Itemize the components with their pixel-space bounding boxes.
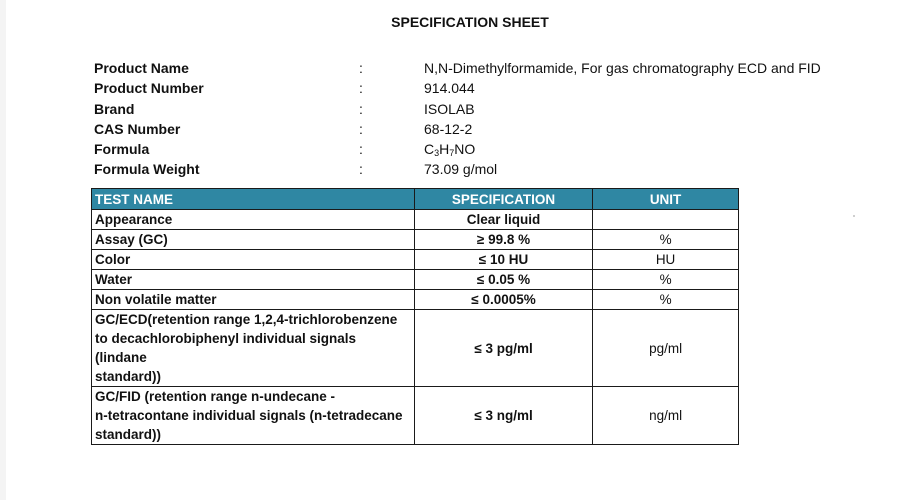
info-row-product-name bbox=[94, 58, 854, 78]
unit-cell bbox=[593, 210, 739, 230]
info-colon: : bbox=[359, 120, 363, 137]
info-label: Formula Weight bbox=[94, 161, 200, 178]
test-name-cell: Color bbox=[92, 250, 415, 270]
info-row-formula-weight bbox=[94, 159, 854, 179]
test-name-cell: Appearance bbox=[92, 210, 415, 230]
header-unit: UNIT bbox=[593, 189, 739, 210]
info-colon: : bbox=[359, 141, 363, 158]
unit-cell: ng/ml bbox=[593, 387, 739, 445]
info-value: ISOLAB bbox=[424, 100, 475, 117]
table-header-row bbox=[92, 189, 739, 210]
scan-speck bbox=[853, 215, 855, 217]
info-value: 73.09 g/mol bbox=[424, 161, 498, 178]
specification-cell: Clear liquid bbox=[414, 210, 592, 230]
header-specification: SPECIFICATION bbox=[414, 189, 592, 210]
specification-cell: ≤ 3 ng/ml bbox=[414, 387, 592, 445]
info-colon: : bbox=[359, 100, 363, 117]
test-name-line: GC/FID (retention range n-undecane - bbox=[95, 389, 336, 404]
unit-cell: pg/ml bbox=[593, 310, 739, 387]
info-value: 68-12-2 bbox=[424, 120, 473, 137]
test-name-cell bbox=[92, 387, 415, 445]
info-label: CAS Number bbox=[94, 120, 181, 137]
test-name-cell: Non volatile matter bbox=[92, 290, 415, 310]
specification-cell: ≤ 0.05 % bbox=[414, 270, 592, 290]
test-name-cell: Water bbox=[92, 270, 415, 290]
info-colon: : bbox=[359, 161, 363, 178]
test-name-line: standard)) bbox=[95, 427, 162, 442]
unit-cell: % bbox=[593, 230, 739, 250]
info-row-product-number bbox=[94, 78, 854, 98]
info-row-cas-number bbox=[94, 119, 854, 139]
table-row bbox=[92, 270, 739, 290]
info-label: Product Name bbox=[94, 60, 189, 76]
info-row-formula bbox=[94, 139, 854, 159]
formula-hydrogen-count: 7 bbox=[449, 148, 455, 159]
formula-carbon: C bbox=[424, 141, 435, 158]
formula-hydrogen: H bbox=[439, 141, 450, 158]
info-colon: : bbox=[359, 60, 363, 76]
info-label: Product Number bbox=[94, 80, 204, 97]
specification-cell: ≤ 10 HU bbox=[414, 250, 592, 270]
table-row bbox=[92, 230, 739, 250]
unit-cell: % bbox=[593, 290, 739, 310]
test-name-line: n-tetracontane individual signals (n-tetradecane bbox=[95, 408, 403, 423]
specification-table bbox=[91, 188, 739, 445]
test-name-line: standard)) bbox=[95, 369, 162, 384]
test-name-cell: Assay (GC) bbox=[92, 230, 415, 250]
table-row bbox=[92, 290, 739, 310]
test-name-cell bbox=[92, 310, 415, 387]
table-row bbox=[92, 387, 739, 445]
info-value: N,N-Dimethylformamide, For gas chromatography ECD and FID bbox=[424, 60, 821, 76]
formula-carbon-count: 3 bbox=[434, 148, 440, 159]
table-row bbox=[92, 310, 739, 387]
info-value: 914.044 bbox=[424, 80, 475, 97]
unit-cell: HU bbox=[593, 250, 739, 270]
specification-cell: ≤ 3 pg/ml bbox=[414, 310, 592, 387]
unit-cell: % bbox=[593, 270, 739, 290]
test-name-line: GC/ECD(retention range 1,2,4-trichlorobenzene bbox=[95, 312, 398, 327]
info-colon: : bbox=[359, 80, 363, 97]
page-edge bbox=[0, 0, 6, 500]
table-row bbox=[92, 210, 739, 230]
product-info bbox=[94, 58, 854, 180]
info-row-brand bbox=[94, 99, 854, 119]
info-label: Brand bbox=[94, 100, 135, 117]
formula-rest: NO bbox=[454, 141, 476, 158]
header-test-name: TEST NAME bbox=[92, 189, 415, 210]
document-title: SPECIFICATION SHEET bbox=[391, 14, 549, 30]
specification-cell: ≥ 99.8 % bbox=[414, 230, 592, 250]
info-label: Formula bbox=[94, 141, 150, 158]
specification-cell: ≤ 0.0005% bbox=[414, 290, 592, 310]
test-name-line: to decachlorobiphenyl individual signals (lindane bbox=[95, 331, 357, 365]
formula-value bbox=[424, 139, 475, 159]
table-row bbox=[92, 250, 739, 270]
